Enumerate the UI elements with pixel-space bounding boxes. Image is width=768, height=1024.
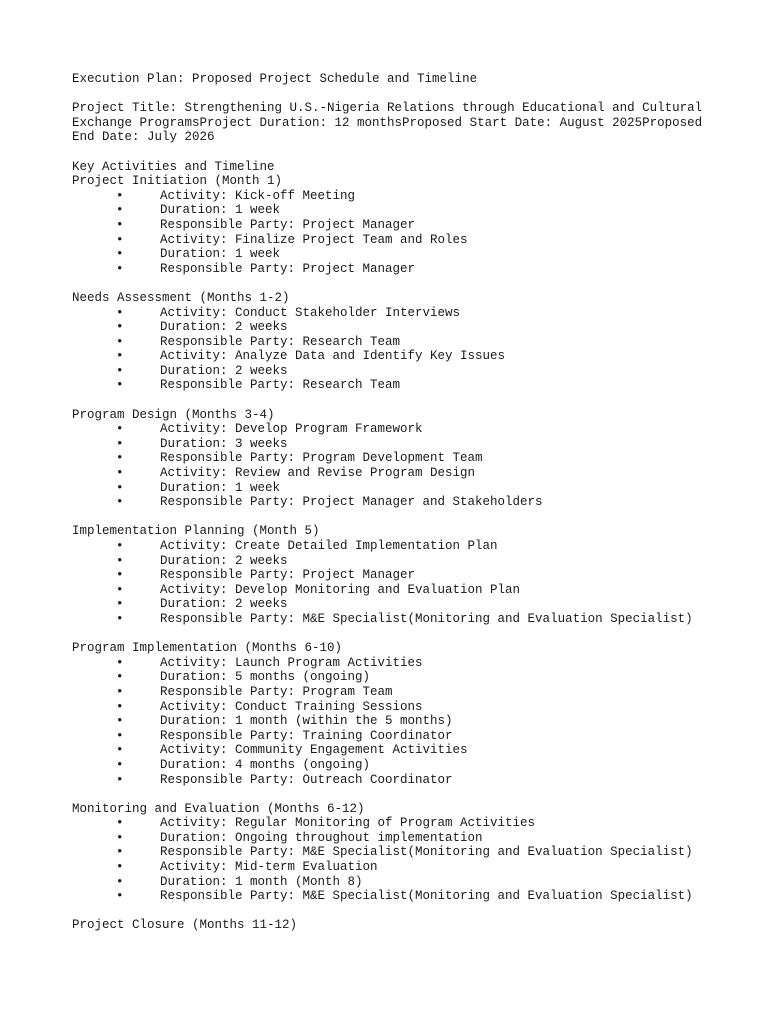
list-item-text: Responsible Party: M&E Specialist(Monitoring and Evaluation Specialist) bbox=[160, 611, 693, 626]
list-item bbox=[72, 612, 712, 627]
timeline-section bbox=[72, 802, 712, 904]
timeline-sections bbox=[72, 174, 712, 933]
list-item-text: Activity: Create Detailed Implementation Plan bbox=[160, 539, 498, 553]
bullet-icon: • bbox=[116, 699, 124, 714]
section-title: Monitoring and Evaluation (Months 6-12) bbox=[72, 801, 365, 816]
list-item bbox=[72, 758, 712, 773]
bullet-icon: • bbox=[116, 728, 124, 743]
list-item-text: Duration: 1 month (within the 5 months) bbox=[160, 714, 453, 729]
spacer bbox=[72, 393, 712, 408]
list-item-text: Duration: 2 weeks bbox=[160, 597, 288, 612]
list-item bbox=[72, 860, 712, 875]
bullet-icon: • bbox=[116, 874, 124, 889]
list-item-text: Duration: 1 week bbox=[160, 480, 281, 495]
list-item-text: Duration: 4 months (ongoing) bbox=[160, 757, 371, 772]
bullet-icon: • bbox=[116, 261, 124, 276]
spacer bbox=[72, 787, 712, 802]
bullet-icon: • bbox=[116, 830, 124, 845]
list-item-text: Activity: Finalize Project Team and Roles bbox=[160, 232, 468, 247]
bullet-icon: • bbox=[116, 684, 124, 699]
list-item-text: Activity: Develop Program Framework bbox=[160, 422, 423, 437]
list-item bbox=[72, 481, 712, 496]
list-item-text: Activity: Conduct Training Sessions bbox=[160, 699, 423, 714]
bullet-icon: • bbox=[116, 349, 124, 364]
section-item-list bbox=[72, 656, 712, 787]
list-item-text: Duration: 1 week bbox=[160, 203, 281, 218]
list-item-text: Duration: 1 week bbox=[160, 247, 281, 262]
bullet-icon: • bbox=[116, 466, 124, 481]
list-item-text: Duration: 3 weeks bbox=[160, 436, 288, 451]
bullet-icon: • bbox=[116, 714, 124, 729]
list-item bbox=[72, 597, 712, 612]
section-title: Project Closure (Months 11-12) bbox=[72, 918, 298, 933]
bullet-icon: • bbox=[116, 568, 124, 583]
bullet-icon: • bbox=[116, 363, 124, 378]
list-item bbox=[72, 743, 712, 758]
timeline-section bbox=[72, 291, 712, 393]
spacer bbox=[72, 904, 712, 919]
bullet-icon: • bbox=[116, 772, 124, 787]
bullet-icon: • bbox=[116, 655, 124, 670]
list-item bbox=[72, 451, 712, 466]
list-item-text: Activity: Conduct Stakeholder Interviews bbox=[160, 305, 461, 320]
section-title: Implementation Planning (Month 5) bbox=[72, 524, 320, 539]
list-item-text: Duration: 2 weeks bbox=[160, 553, 288, 568]
list-item-text: Responsible Party: Program Team bbox=[160, 684, 393, 699]
list-item bbox=[72, 889, 712, 904]
bullet-icon: • bbox=[116, 320, 124, 335]
bullet-icon: • bbox=[116, 889, 124, 904]
list-item-text: Responsible Party: M&E Specialist(Monitoring and Evaluation Specialist) bbox=[160, 889, 693, 904]
list-item bbox=[72, 875, 712, 890]
spacer bbox=[72, 510, 712, 525]
bullet-icon: • bbox=[116, 611, 124, 626]
list-item bbox=[72, 539, 712, 554]
section-item-list bbox=[72, 422, 712, 510]
list-item bbox=[72, 262, 712, 277]
list-item bbox=[72, 554, 712, 569]
bullet-icon: • bbox=[116, 670, 124, 685]
list-item-text: Activity: Kick-off Meeting bbox=[160, 188, 356, 203]
section-title: Project Initiation (Month 1) bbox=[72, 174, 283, 189]
bullet-icon: • bbox=[116, 597, 124, 612]
list-item bbox=[72, 335, 712, 350]
list-item bbox=[72, 700, 712, 715]
list-item-text: Activity: Review and Revise Program Design bbox=[160, 466, 476, 481]
bullet-icon: • bbox=[116, 816, 124, 831]
list-item-text: Duration: 2 weeks bbox=[160, 320, 288, 335]
timeline-section bbox=[72, 918, 712, 933]
list-item bbox=[72, 203, 712, 218]
bullet-icon: • bbox=[116, 188, 124, 203]
section-item-list bbox=[72, 539, 712, 627]
bullet-icon: • bbox=[116, 757, 124, 772]
list-item bbox=[72, 233, 712, 248]
section-item-list bbox=[72, 816, 712, 904]
bullet-icon: • bbox=[116, 743, 124, 758]
list-item-text: Duration: 5 months (ongoing) bbox=[160, 670, 371, 685]
timeline-section bbox=[72, 408, 712, 510]
bullet-icon: • bbox=[116, 422, 124, 437]
list-item bbox=[72, 189, 712, 204]
list-item-text: Responsible Party: Outreach Coordinator bbox=[160, 772, 453, 787]
list-item bbox=[72, 306, 712, 321]
list-item bbox=[72, 218, 712, 233]
spacer bbox=[72, 87, 712, 102]
section-title: Program Implementation (Months 6-10) bbox=[72, 641, 343, 656]
bullet-icon: • bbox=[116, 203, 124, 218]
bullet-icon: • bbox=[116, 553, 124, 568]
timeline-section bbox=[72, 174, 712, 276]
list-item-text: Activity: Community Engagement Activities bbox=[160, 743, 468, 758]
timeline-section bbox=[72, 524, 712, 626]
bullet-icon: • bbox=[116, 305, 124, 320]
spacer bbox=[72, 276, 712, 291]
bullet-icon: • bbox=[116, 451, 124, 466]
list-item bbox=[72, 364, 712, 379]
section-title: Program Design (Months 3-4) bbox=[72, 407, 275, 422]
list-item-text: Duration: 2 weeks bbox=[160, 363, 288, 378]
list-item-text: Responsible Party: Program Development Team bbox=[160, 451, 483, 466]
project-info: Project Title: Strengthening U.S.-Nigeria Relations through Educational and Cultural Exchange ProgramsProject Duration: 12 monthsProposed Start Date: August 2025Proposed End Date: July 2026 bbox=[72, 101, 703, 145]
document-heading: Execution Plan: Proposed Project Schedule and Timeline bbox=[72, 72, 478, 86]
list-item-text: Activity: Launch Program Activities bbox=[160, 655, 423, 670]
list-item bbox=[72, 466, 712, 481]
list-item-text: Duration: Ongoing throughout implementation bbox=[160, 830, 483, 845]
list-item bbox=[72, 378, 712, 393]
list-item-text: Activity: Develop Monitoring and Evaluation Plan bbox=[160, 582, 521, 597]
bullet-icon: • bbox=[116, 495, 124, 510]
list-item-text: Activity: Analyze Data and Identify Key Issues bbox=[160, 349, 506, 364]
list-item-text: Responsible Party: Project Manager bbox=[160, 568, 416, 583]
list-item-text: Responsible Party: Research Team bbox=[160, 334, 401, 349]
section-title: Needs Assessment (Months 1-2) bbox=[72, 290, 290, 305]
bullet-icon: • bbox=[116, 582, 124, 597]
list-item-text: Responsible Party: Project Manager and Stakeholders bbox=[160, 495, 543, 510]
list-item bbox=[72, 685, 712, 700]
list-item bbox=[72, 845, 712, 860]
list-item bbox=[72, 422, 712, 437]
list-item bbox=[72, 729, 712, 744]
list-item bbox=[72, 714, 712, 729]
section-item-list bbox=[72, 189, 712, 277]
timeline-section bbox=[72, 641, 712, 787]
document-page bbox=[72, 72, 712, 933]
bullet-icon: • bbox=[116, 247, 124, 262]
list-item-text: Responsible Party: Research Team bbox=[160, 378, 401, 393]
bullet-icon: • bbox=[116, 480, 124, 495]
list-item-text: Responsible Party: Training Coordinator bbox=[160, 728, 453, 743]
list-item bbox=[72, 349, 712, 364]
bullet-icon: • bbox=[116, 845, 124, 860]
list-item bbox=[72, 247, 712, 262]
list-item bbox=[72, 816, 712, 831]
bullet-icon: • bbox=[116, 334, 124, 349]
bullet-icon: • bbox=[116, 539, 124, 553]
list-item bbox=[72, 568, 712, 583]
list-item bbox=[72, 670, 712, 685]
key-activities-heading: Key Activities and Timeline bbox=[72, 159, 275, 174]
list-item bbox=[72, 831, 712, 846]
section-item-list bbox=[72, 306, 712, 394]
bullet-icon: • bbox=[116, 232, 124, 247]
list-item bbox=[72, 583, 712, 598]
list-item bbox=[72, 773, 712, 788]
list-item-text: Activity: Mid-term Evaluation bbox=[160, 860, 378, 875]
list-item bbox=[72, 656, 712, 671]
bullet-icon: • bbox=[116, 378, 124, 393]
list-item-text: Responsible Party: Project Manager bbox=[160, 261, 416, 276]
list-item-text: Responsible Party: Project Manager bbox=[160, 217, 416, 232]
spacer bbox=[72, 145, 712, 160]
list-item bbox=[72, 437, 712, 452]
spacer bbox=[72, 627, 712, 642]
list-item bbox=[72, 495, 712, 510]
list-item-text: Duration: 1 month (Month 8) bbox=[160, 874, 363, 889]
bullet-icon: • bbox=[116, 217, 124, 232]
bullet-icon: • bbox=[116, 860, 124, 875]
list-item bbox=[72, 320, 712, 335]
list-item-text: Activity: Regular Monitoring of Program Activities bbox=[160, 816, 536, 831]
list-item-text: Responsible Party: M&E Specialist(Monitoring and Evaluation Specialist) bbox=[160, 845, 693, 860]
bullet-icon: • bbox=[116, 436, 124, 451]
